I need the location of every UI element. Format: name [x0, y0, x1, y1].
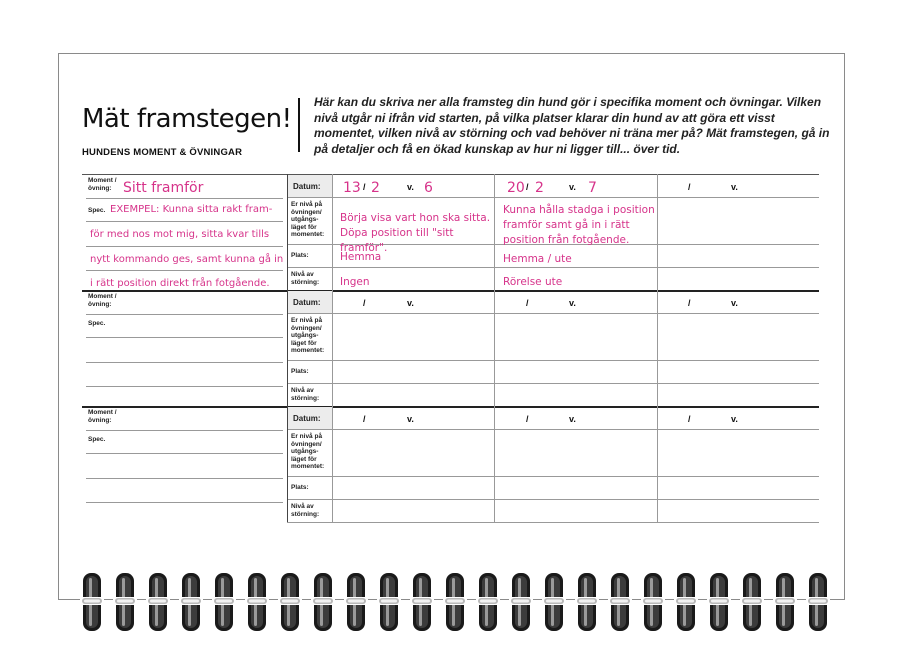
spiral-coil-icon: [377, 573, 401, 631]
block-1-left-line-3: [86, 246, 283, 247]
entry-1-month: 2: [371, 180, 380, 196]
spiral-coil-icon: [806, 573, 830, 631]
spiral-coil-icon: [476, 573, 500, 631]
entry-1-plats: Hemma: [340, 251, 382, 263]
block-2-vline-c2: [494, 290, 495, 406]
block-2-row-line-3: [287, 383, 819, 384]
spiral-coil-icon: [113, 573, 137, 631]
spiral-coil-icon: [278, 573, 302, 631]
block-2-col-3-week-label: v.: [731, 298, 738, 308]
entry-2-day: 20: [507, 180, 525, 196]
entry-2-niva: Kunna hålla stadga i position framför samt gå in i rätt position från fotgående.: [503, 204, 655, 246]
entry-1-day: 13: [343, 180, 361, 196]
block-3-datum-label: Datum:: [293, 414, 321, 423]
block-2-spec-label: Spec.: [88, 320, 106, 327]
entry-1-week: 6: [424, 180, 433, 196]
block-1-spec-label: Spec.: [88, 207, 106, 214]
block-2-col-2-week-label: v.: [569, 298, 576, 308]
block-1-left-line-2: [86, 221, 283, 222]
block-3-col-3-week-label: v.: [731, 414, 738, 424]
block-3-left-line-3: [86, 478, 283, 479]
block-2-moment-label: Moment /övning:: [88, 293, 117, 308]
spiral-coil-icon: [740, 573, 764, 631]
block-3-left-line-1: [86, 430, 283, 431]
block-2-top-rule: [82, 290, 819, 292]
block-2-left-line-4: [86, 386, 283, 387]
block-2-vline-c3: [657, 290, 658, 406]
block-1-col-3-week-label: v.: [731, 182, 738, 192]
block-3-left-line-4: [86, 502, 283, 503]
example-spec-line-3: nytt kommando ges, samt kunna gå in: [90, 254, 284, 265]
block-1-col-2-date-slash: /: [526, 182, 529, 192]
block-3-spec-label: Spec.: [88, 436, 106, 443]
block-3-storning-label: Nivå av störning:: [291, 503, 320, 518]
example-spec-line-2: för med nos mot mig, sitta kvar tills: [90, 229, 270, 240]
block-1-top-rule: [82, 174, 819, 175]
block-2-storning-label: Nivå av störning:: [291, 387, 320, 402]
block-1-niva-label: Er nivå på övningen/ utgångs-läget för momentet:: [291, 201, 325, 238]
block-3-col-2-week-label: v.: [569, 414, 576, 424]
block-1-datum-label: Datum:: [293, 182, 321, 191]
example-spec-line-1: EXEMPEL: Kunna sitta rakt fram-: [110, 204, 273, 215]
spiral-coil-icon: [344, 573, 368, 631]
block-2-col-1-week-label: v.: [407, 298, 414, 308]
block-1-col-1-week-label: v.: [407, 182, 414, 192]
block-1-moment-label: Moment /övning:: [88, 177, 117, 192]
spiral-coil-icon: [608, 573, 632, 631]
spiral-coil-icon: [674, 573, 698, 631]
block-3-row-line-1: [287, 429, 819, 430]
block-1-col-3-date-slash: /: [688, 182, 691, 192]
block-2-left-line-2: [86, 337, 283, 338]
block-2-plats-label: Plats:: [291, 368, 309, 375]
block-3-moment-label: Moment /övning:: [88, 409, 117, 424]
block-2-row-line-2: [287, 360, 819, 361]
block-2-row-line-1: [287, 313, 819, 314]
block-3-row-line-3: [287, 499, 819, 500]
entry-1-storning: Ingen: [340, 276, 370, 288]
block-3-col-1-date-slash: /: [363, 414, 366, 424]
entry-2-month: 2: [535, 180, 544, 196]
block-2-left-line-3: [86, 362, 283, 363]
block-2-niva-label: Er nivå på övningen/ utgångs-läget för momentet:: [291, 317, 325, 354]
block-3-niva-label: Er nivå på övningen/ utgångs-läget för momentet:: [291, 433, 325, 470]
spiral-coil-icon: [542, 573, 566, 631]
entry-2-week: 7: [588, 180, 597, 196]
block-1-left-line-1: [86, 198, 283, 199]
block-3-vline-mid: [287, 406, 288, 522]
example-spec-line-4: i rätt position direkt från fotgående.: [90, 278, 270, 289]
block-2-col-1-date-slash: /: [363, 298, 366, 308]
block-3-vline-c3: [657, 406, 658, 522]
block-3-row-line-2: [287, 476, 819, 477]
entry-1-niva: Börja visa vart hon ska sitta. Döpa position till "sitt framför".: [340, 212, 491, 254]
intro-text: Här kan du skriva ner alla framsteg din hund gör i specifika moment och övningar. Vilken nivå utgår ni ifrån vid starten, på vilka platser klarar din hund av att göra ett visst momentet, vilken nivå av störning och vad behöver ni träna mer på? Mät framstegen, gå in på detaljer och få en ökad kunskap av hur ni ligger till... över tid.: [314, 95, 830, 156]
spiral-coil-icon: [575, 573, 599, 631]
entry-2-plats: Hemma / ute: [503, 253, 572, 265]
block-2-col-3-date-slash: /: [688, 298, 691, 308]
block-1-row-line-3: [287, 267, 819, 268]
block-1-plats-label: Plats:: [291, 252, 309, 259]
spiral-coil-icon: [641, 573, 665, 631]
entry-2-storning: Rörelse ute: [503, 276, 563, 288]
page-subtitle: HUNDENS MOMENT & ÖVNINGAR: [82, 147, 243, 158]
spiral-coil-icon: [80, 573, 104, 631]
block-3-left-line-2: [86, 453, 283, 454]
header-divider: [298, 98, 300, 152]
spiral-coil-icon: [509, 573, 533, 631]
block-2-datum-label: Datum:: [293, 298, 321, 307]
block-1-vline-mid: [287, 174, 288, 290]
block-3-plats-label: Plats:: [291, 484, 309, 491]
block-3-col-3-date-slash: /: [688, 414, 691, 424]
example-moment: Sitt framför: [123, 180, 204, 196]
spiral-coil-icon: [311, 573, 335, 631]
block-1-storning-label: Nivå av störning:: [291, 271, 320, 286]
block-1-row-line-1: [287, 197, 819, 198]
spiral-coil-icon: [410, 573, 434, 631]
spiral-coil-icon: [146, 573, 170, 631]
page-title: Mät framstegen!: [82, 104, 292, 134]
spiral-coil-icon: [212, 573, 236, 631]
block-2-col-2-date-slash: /: [526, 298, 529, 308]
spiral-coil-icon: [245, 573, 269, 631]
spiral-coil-icon: [443, 573, 467, 631]
block-3-col-2-date-slash: /: [526, 414, 529, 424]
block-1-col-1-date-slash: /: [363, 182, 366, 192]
block-1-col-2-week-label: v.: [569, 182, 576, 192]
block-3-top-rule: [82, 406, 819, 408]
block-1-vline-c2: [494, 174, 495, 290]
block-1-left-line-4: [86, 270, 283, 271]
block-3-vline-c2: [494, 406, 495, 522]
block-1-vline-c3: [657, 174, 658, 290]
block-3-bottom-rule: [287, 522, 819, 523]
spiral-coil-icon: [773, 573, 797, 631]
spiral-coil-icon: [179, 573, 203, 631]
block-3-col-1-week-label: v.: [407, 414, 414, 424]
spiral-coil-icon: [707, 573, 731, 631]
block-2-vline-mid: [287, 290, 288, 406]
block-2-left-line-1: [86, 314, 283, 315]
